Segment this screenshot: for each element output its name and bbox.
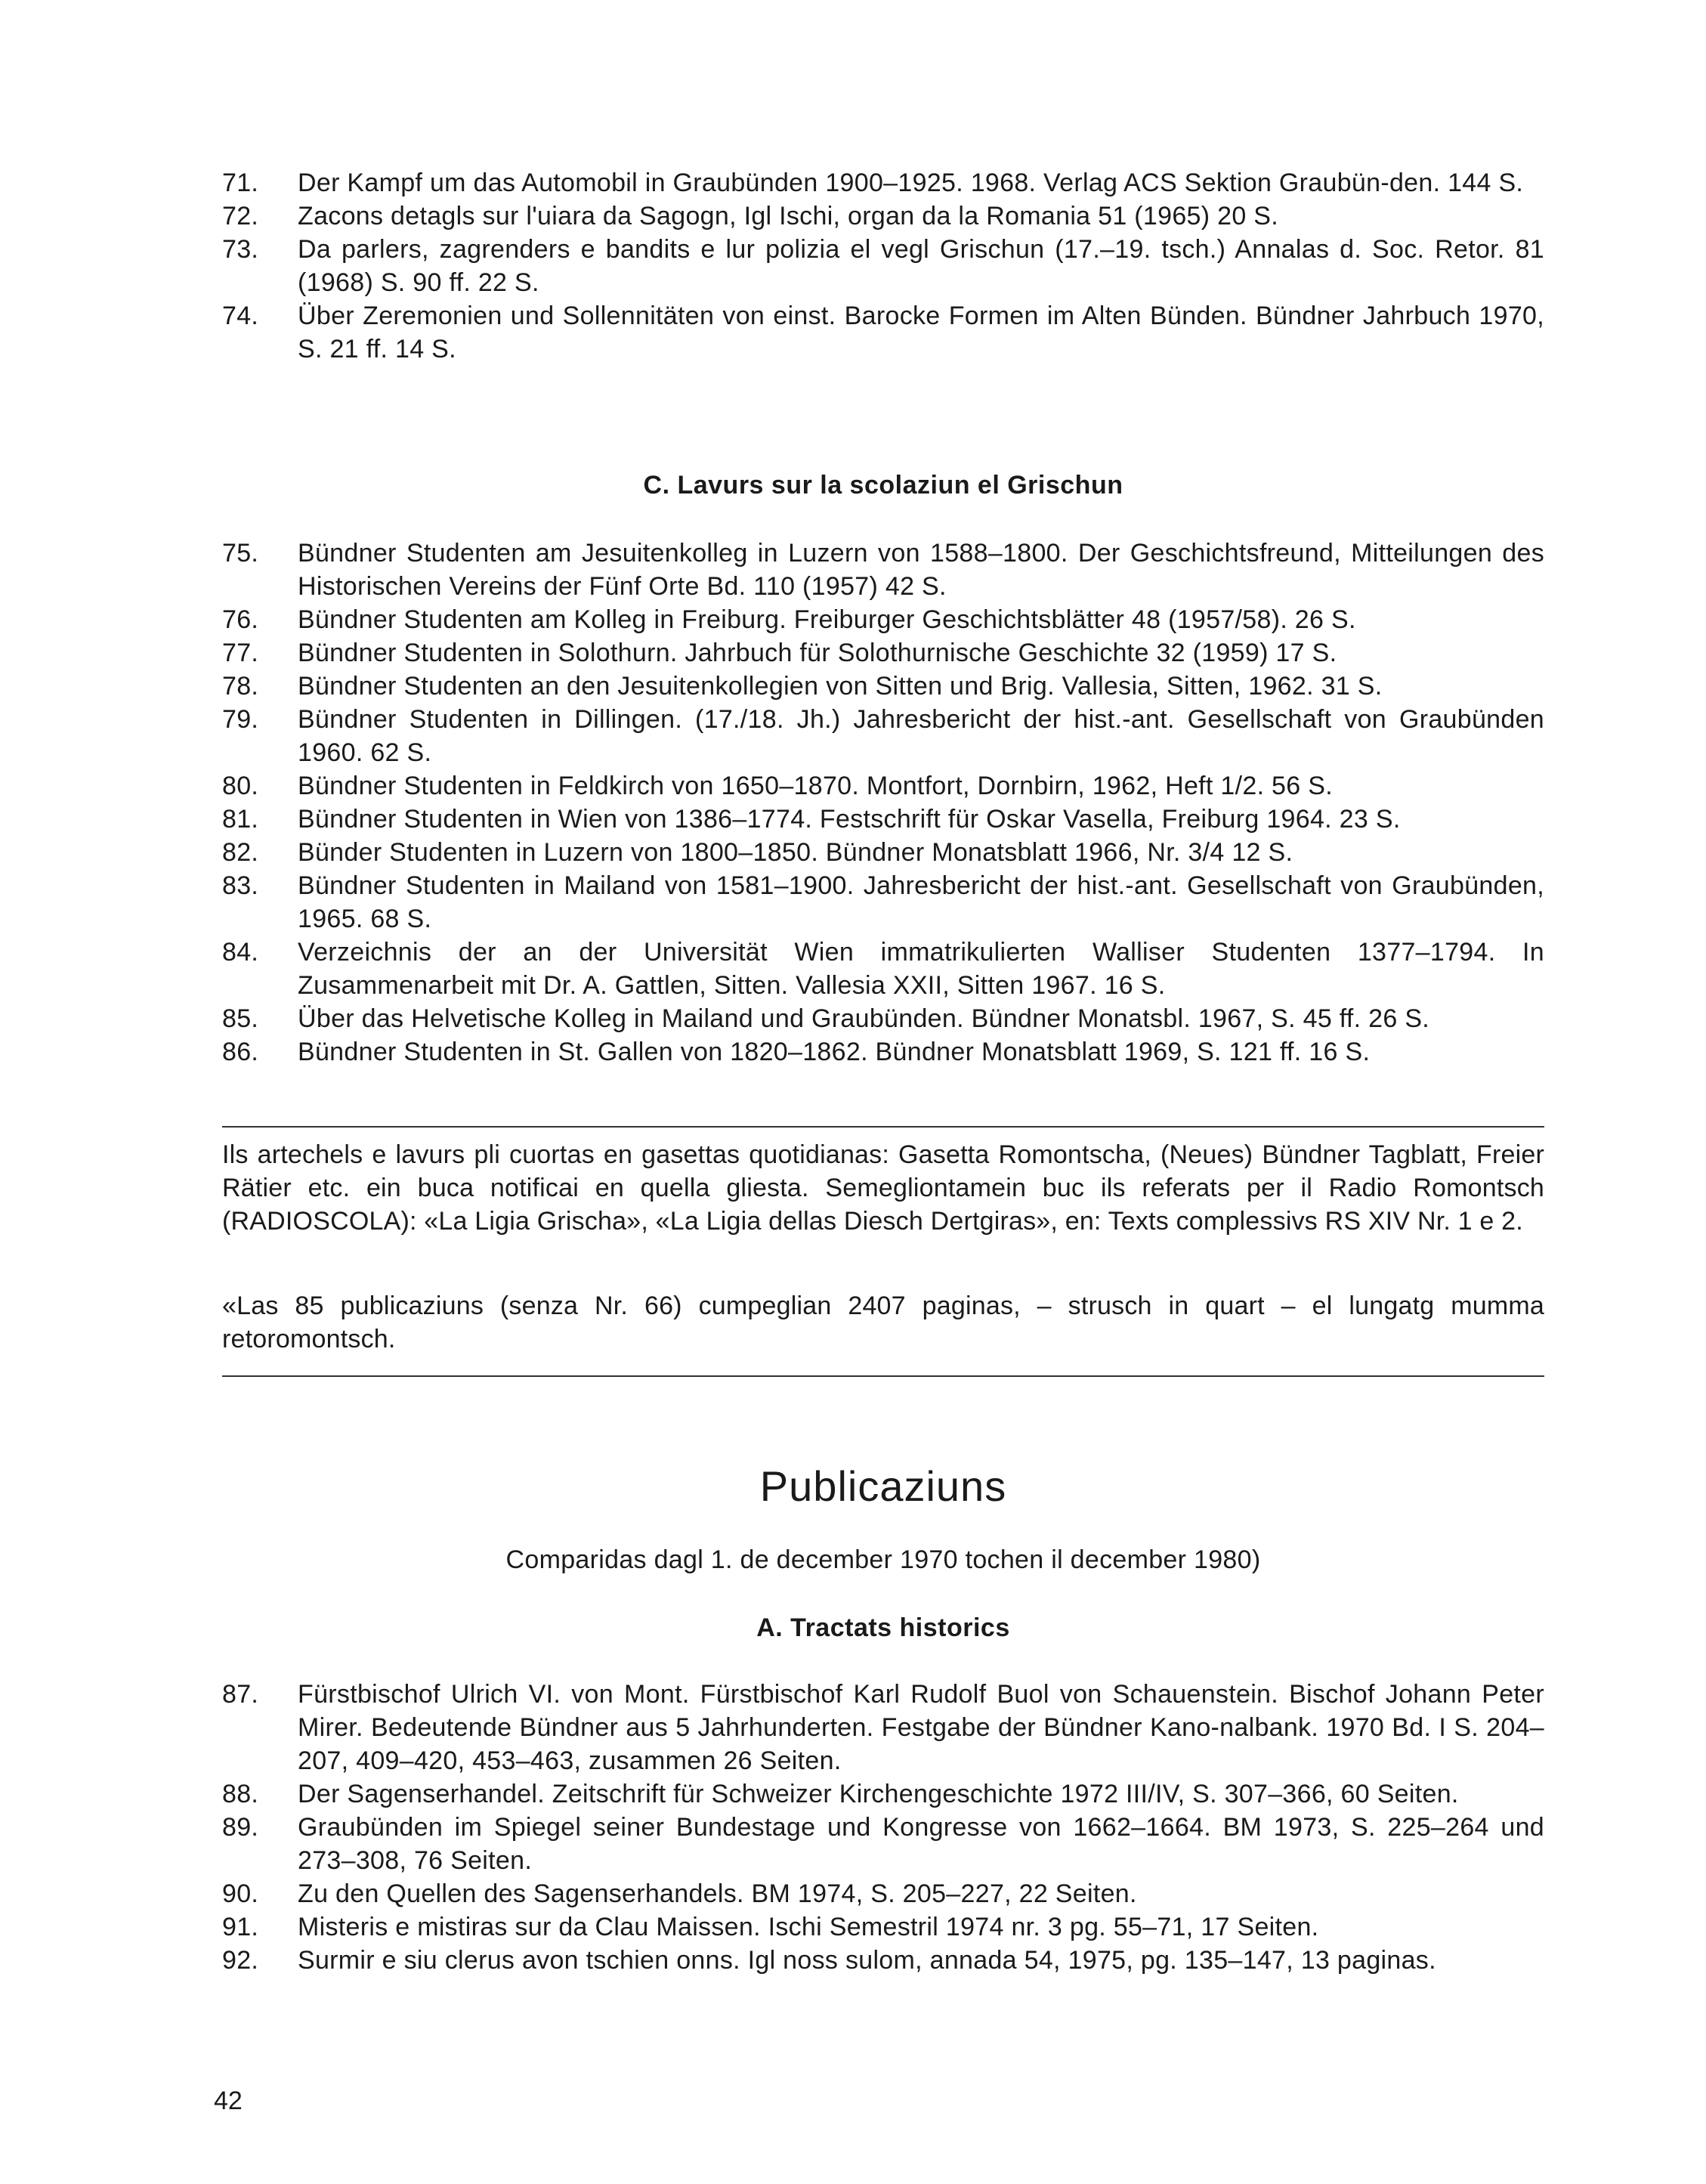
entry-number: 76. bbox=[222, 605, 259, 634]
note-paragraph: «Las 85 publicaziuns (senza Nr. 66) cumpeglian 2407 paginas, – strusch in quart – el lungatg mumma retoromontsch. bbox=[222, 1292, 1544, 1353]
entry-text: Bündner Studenten in Dillingen. (17./18. Jh.) Jahresbericht der hist.-ant. Gesellschaft von Graubünden 1960. 62 S. bbox=[298, 705, 1544, 767]
list-item bbox=[222, 1678, 1544, 1777]
page-title: Publicaziuns bbox=[759, 1462, 1007, 1510]
list-item bbox=[222, 703, 1544, 769]
bibliography-list-1 bbox=[222, 166, 1544, 366]
entry-text: Da parlers, zagrenders e bandits e lur polizia el vegl Grischun (17.–19. tsch.) Annalas d. Soc. Retor. 81 (1968) S. 90 ff. 22 S. bbox=[298, 235, 1544, 297]
entry-text: Fürstbischof Ulrich VI. von Mont. Fürstbischof Karl Rudolf Buol von Schauenstein. Bischof Johann Peter Mirer. Bedeutende Bündner aus 5 Jahrhunderten. Festgabe der Bündner Kano-nalbank. 1970 Bd. I S. 204–207, 409–420, 453–463, zusammen 26 Seiten. bbox=[298, 1680, 1544, 1775]
entry-text: Bündner Studenten in Mailand von 1581–1900. Jahresbericht der hist.-ant. Gesellschaft von Graubünden, 1965. 68 S. bbox=[298, 871, 1544, 933]
note-paragraph: Ils artechels e lavurs pli cuortas en gasettas quotidianas: Gasetta Romontscha, (Neues) Bündner Tagblatt, Freier Rätier etc. ein buca notificai en quella gliesta. Semegliontamein buc ils referats per il Radio Romontsch (RADIOSCOLA): «La Ligia Grischa», «La Ligia dellas Diesch Dertgiras», en: Texts complessivs RS XIV Nr. 1 e 2. bbox=[222, 1140, 1544, 1236]
entry-text: Der Kampf um das Automobil in Graubünden 1900–1925. 1968. Verlag ACS Sektion Graubün-den. 144 S. bbox=[298, 169, 1524, 197]
list-item bbox=[222, 670, 1544, 703]
bibliography-list-c bbox=[222, 537, 1544, 1069]
entry-text: Bündner Studenten in Solothurn. Jahrbuch für Solothurnische Geschichte 32 (1959) 17 S. bbox=[298, 639, 1337, 667]
list-item bbox=[222, 166, 1544, 200]
divider bbox=[222, 1126, 1544, 1128]
entry-number: 92. bbox=[222, 1946, 259, 1975]
entry-number: 74. bbox=[222, 302, 259, 330]
entry-number: 82. bbox=[222, 838, 259, 867]
entry-text: Über das Helvetische Kolleg in Mailand und Graubünden. Bündner Monatsbl. 1967, S. 45 ff. 26 S. bbox=[298, 1004, 1430, 1033]
entry-text: Zacons detagls sur l'uiara da Sagogn, Igl Ischi, organ da la Romania 51 (1965) 20 S. bbox=[298, 202, 1279, 230]
entry-number: 85. bbox=[222, 1004, 259, 1033]
section-a-heading: A. Tractats historics bbox=[756, 1613, 1010, 1642]
list-item bbox=[222, 869, 1544, 936]
entry-text: Über Zeremonien und Sollennitäten von einst. Barocke Formen im Alten Bünden. Bündner Jahrbuch 1970, S. 21 ff. 14 S. bbox=[298, 302, 1544, 363]
list-item bbox=[222, 299, 1544, 366]
page-number: 42 bbox=[214, 2087, 243, 2115]
entry-number: 86. bbox=[222, 1038, 259, 1066]
list-item bbox=[222, 1035, 1544, 1069]
entry-number: 90. bbox=[222, 1879, 259, 1908]
entry-text: Bündner Studenten in St. Gallen von 1820–1862. Bündner Monatsblatt 1969, S. 121 ff. 16 S. bbox=[298, 1038, 1371, 1066]
entry-number: 91. bbox=[222, 1913, 259, 1941]
entry-number: 80. bbox=[222, 772, 259, 800]
list-item bbox=[222, 936, 1544, 1002]
list-item bbox=[222, 1002, 1544, 1035]
entry-number: 73. bbox=[222, 235, 259, 264]
subtitle: Comparidas dagl 1. de december 1970 tochen il december 1980) bbox=[505, 1545, 1261, 1574]
entry-text: Graubünden im Spiegel seiner Bundestage und Kongresse von 1662–1664. BM 1973, S. 225–264 und 273–308, 76 Seiten. bbox=[298, 1813, 1544, 1875]
entry-text: Bündner Studenten in Feldkirch von 1650–1870. Montfort, Dornbirn, 1962, Heft 1/2. 56 S. bbox=[298, 772, 1333, 800]
list-item bbox=[222, 1910, 1544, 1944]
entry-number: 87. bbox=[222, 1680, 259, 1709]
list-item bbox=[222, 1777, 1544, 1811]
list-item bbox=[222, 1877, 1544, 1910]
entry-number: 79. bbox=[222, 705, 259, 734]
list-item bbox=[222, 233, 1544, 299]
entry-text: Bündner Studenten in Wien von 1386–1774. Festschrift für Oskar Vasella, Freiburg 1964. 23 S. bbox=[298, 805, 1401, 834]
entry-text: Misteris e mistiras sur da Clau Maissen. Ischi Semestril 1974 nr. 3 pg. 55–71, 17 Seiten. bbox=[298, 1913, 1319, 1941]
entry-text: Bündner Studenten an den Jesuitenkollegien von Sitten und Brig. Vallesia, Sitten, 1962. 31 S. bbox=[298, 672, 1383, 701]
entry-number: 71. bbox=[222, 169, 259, 197]
entry-number: 88. bbox=[222, 1780, 259, 1808]
list-item bbox=[222, 200, 1544, 233]
list-item bbox=[222, 769, 1544, 803]
section-c-heading: C. Lavurs sur la scolaziun el Grischun bbox=[643, 471, 1123, 500]
entry-number: 81. bbox=[222, 805, 259, 834]
list-item bbox=[222, 1811, 1544, 1877]
entry-text: Bündner Studenten am Kolleg in Freiburg. Freiburger Geschichtsblätter 48 (1957/58). 26 S. bbox=[298, 605, 1356, 634]
list-item bbox=[222, 537, 1544, 603]
entry-number: 84. bbox=[222, 938, 259, 967]
list-item bbox=[222, 603, 1544, 636]
list-item bbox=[222, 803, 1544, 836]
entry-text: Der Sagenserhandel. Zeitschrift für Schweizer Kirchengeschichte 1972 III/IV, S. 307–366, 60 Seiten. bbox=[298, 1780, 1459, 1808]
entry-number: 77. bbox=[222, 639, 259, 667]
bibliography-list-a bbox=[222, 1678, 1544, 1977]
entry-text: Zu den Quellen des Sagenserhandels. BM 1974, S. 205–227, 22 Seiten. bbox=[298, 1879, 1137, 1908]
entry-text: Verzeichnis der an der Universität Wien immatrikulierten Walliser Studenten 1377–1794. In Zusammenarbeit mit Dr. A. Gattlen, Sitten. Vallesia XXII, Sitten 1967. 16 S. bbox=[298, 938, 1544, 1000]
entry-text: Bündner Studenten am Jesuitenkolleg in Luzern von 1588–1800. Der Geschichtsfreund, Mitteilungen des Historischen Vereins der Fünf Orte Bd. 110 (1957) 42 S. bbox=[298, 539, 1544, 601]
entry-number: 83. bbox=[222, 871, 259, 900]
list-item bbox=[222, 836, 1544, 869]
entry-number: 72. bbox=[222, 202, 259, 230]
entry-text: Bünder Studenten in Luzern von 1800–1850. Bündner Monatsblatt 1966, Nr. 3/4 12 S. bbox=[298, 838, 1293, 867]
entry-number: 78. bbox=[222, 672, 259, 701]
entry-number: 89. bbox=[222, 1813, 259, 1842]
entry-text: Surmir e siu clerus avon tschien onns. Igl noss sulom, annada 54, 1975, pg. 135–147, 13 paginas. bbox=[298, 1946, 1436, 1975]
list-item bbox=[222, 636, 1544, 670]
divider bbox=[222, 1375, 1544, 1377]
entry-number: 75. bbox=[222, 539, 259, 568]
list-item bbox=[222, 1944, 1544, 1977]
